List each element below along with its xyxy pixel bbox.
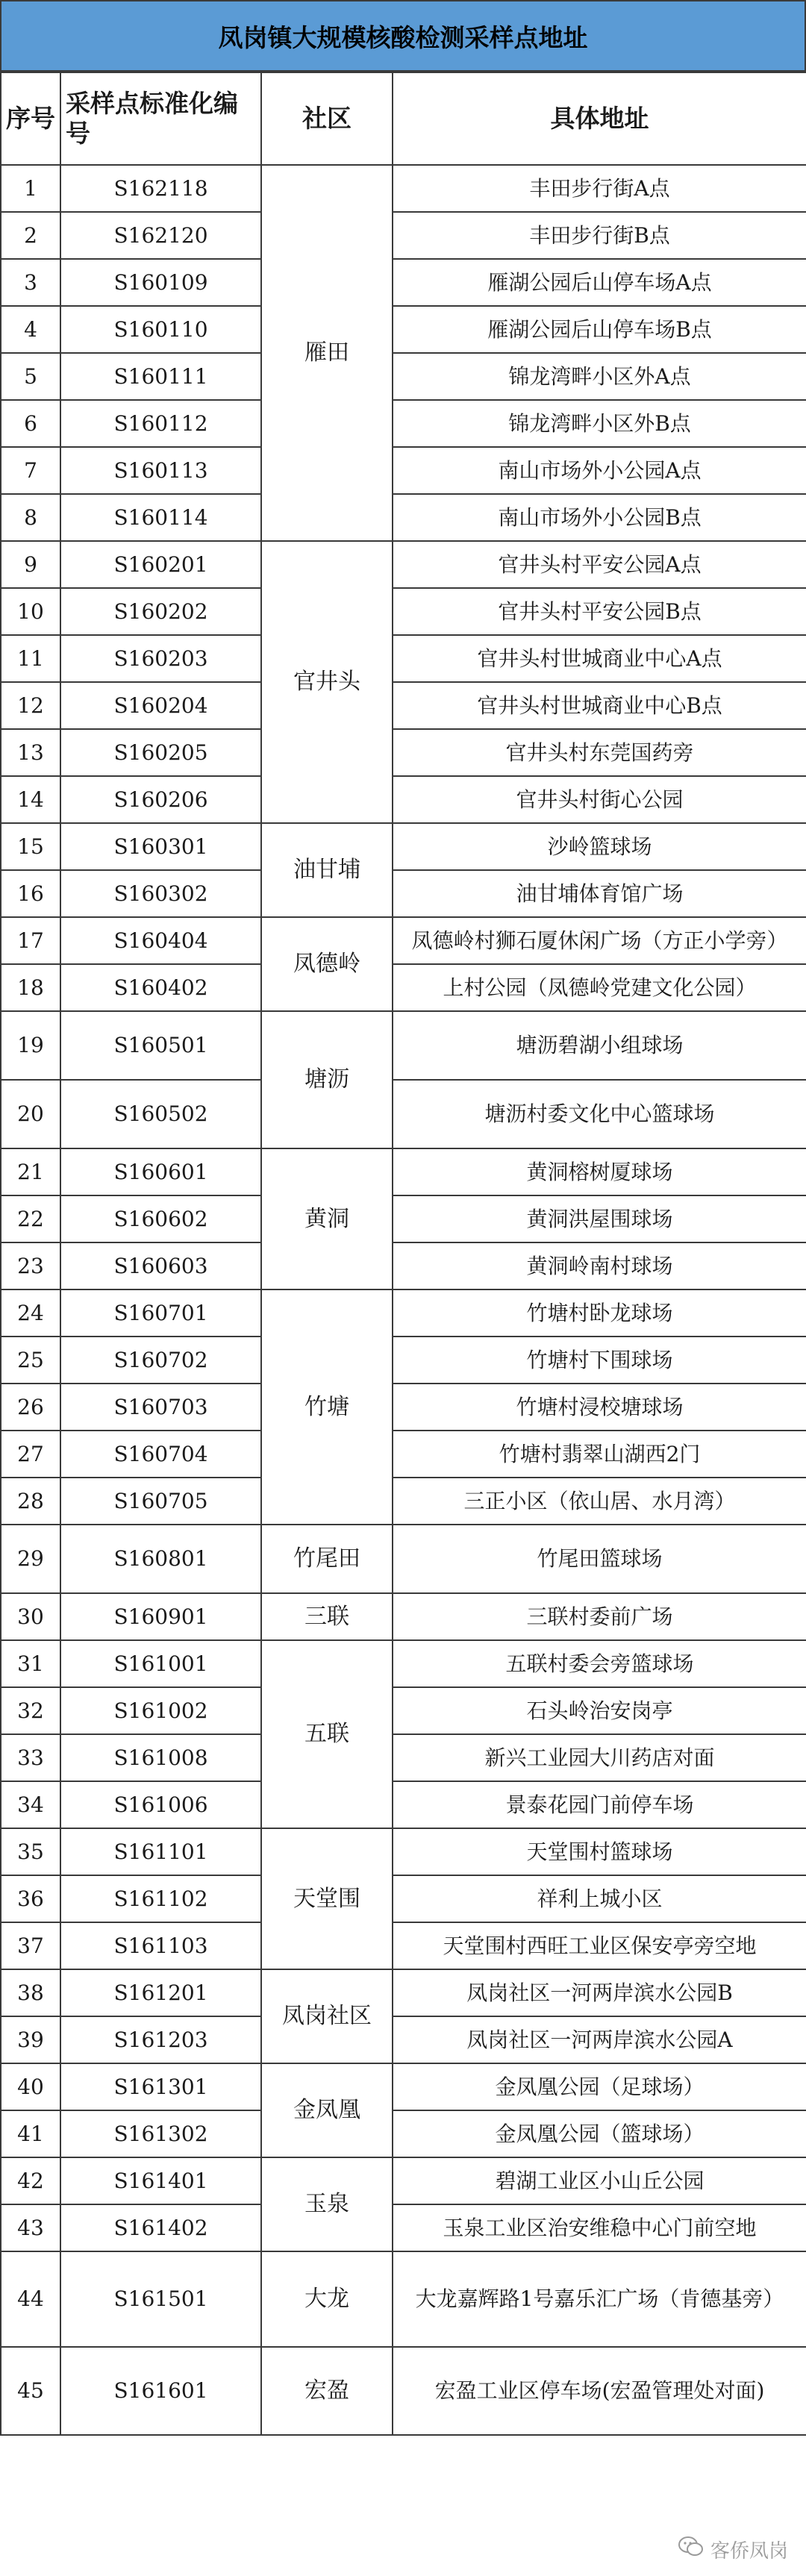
table-row [1,1195,806,1242]
cell-code: S160501 [60,1011,261,1080]
cell-code: S160204 [60,682,261,729]
header-community: 社区 [261,72,393,165]
table-row [1,1640,806,1687]
cell-code: S161002 [60,1687,261,1734]
cell-address: 碧湖工业区小山丘公园 [393,2157,806,2204]
cell-no: 38 [1,1969,60,2016]
table-row [1,823,806,870]
table-row [1,1242,806,1289]
cell-no: 16 [1,870,60,917]
cell-address: 祥利上城小区 [393,1875,806,1922]
cell-code: S161006 [60,1781,261,1828]
table-row [1,2016,806,2063]
cell-address: 上村公园（凤德岭党建文化公园） [393,964,806,1011]
cell-code: S161101 [60,1828,261,1875]
cell-address: 金凤凰公园（篮球场） [393,2110,806,2157]
cell-no: 3 [1,259,60,306]
cell-community: 塘沥 [261,1011,393,1148]
cell-address: 凤岗社区一河两岸滨水公园B [393,1969,806,2016]
cell-address: 官井头村世城商业中心B点 [393,682,806,729]
cell-address: 沙岭篮球场 [393,823,806,870]
cell-no: 26 [1,1384,60,1431]
cell-no: 5 [1,353,60,400]
cell-no: 25 [1,1337,60,1384]
cell-community: 三联 [261,1593,393,1640]
cell-address: 竹塘村下围球场 [393,1337,806,1384]
table-row [1,682,806,729]
cell-address: 塘沥碧湖小组球场 [393,1011,806,1080]
cell-code: S160801 [60,1525,261,1593]
table-row [1,353,806,400]
cell-address: 丰田步行街A点 [393,165,806,212]
cell-community: 玉泉 [261,2157,393,2251]
table-row [1,1734,806,1781]
table-row [1,588,806,635]
table-row [1,2063,806,2110]
cell-no: 14 [1,776,60,823]
cell-code: S161102 [60,1875,261,1922]
table-row [1,2157,806,2204]
table-row [1,494,806,541]
cell-code: S162118 [60,165,261,212]
cell-code: S161302 [60,2110,261,2157]
table-row [1,870,806,917]
table-body [1,165,806,2435]
table-row [1,1875,806,1922]
cell-address: 宏盈工业区停车场(宏盈管理处对面) [393,2347,806,2435]
cell-code: S161008 [60,1734,261,1781]
cell-address: 官井头村世城商业中心A点 [393,635,806,682]
cell-address: 金凤凰公园（足球场） [393,2063,806,2110]
cell-community: 天堂围 [261,1828,393,1969]
table-row [1,635,806,682]
cell-address: 竹塘村卧龙球场 [393,1289,806,1337]
cell-community: 油甘埔 [261,823,393,917]
cell-address: 凤德岭村狮石厦休闲广场（方正小学旁） [393,917,806,964]
table-title: 凤岗镇大规模核酸检测采样点地址 [0,0,806,72]
cell-address: 竹塘村翡翠山湖西2门 [393,1431,806,1478]
table-row [1,1080,806,1148]
cell-code: S160205 [60,729,261,776]
cell-code: S161103 [60,1922,261,1969]
cell-code: S160114 [60,494,261,541]
cell-code: S161402 [60,2204,261,2251]
cell-no: 39 [1,2016,60,2063]
cell-address: 官井头村东莞国药旁 [393,729,806,776]
header-no: 序号 [1,72,60,165]
table-row [1,1148,806,1195]
table-row [1,1687,806,1734]
table-row [1,1011,806,1080]
cell-code: S161401 [60,2157,261,2204]
cell-code: S160704 [60,1431,261,1478]
cell-no: 32 [1,1687,60,1734]
cell-no: 11 [1,635,60,682]
cell-no: 40 [1,2063,60,2110]
cell-no: 9 [1,541,60,588]
cell-community: 官井头 [261,541,393,823]
cell-code: S160201 [60,541,261,588]
cell-no: 28 [1,1478,60,1525]
cell-no: 27 [1,1431,60,1478]
cell-no: 1 [1,165,60,212]
cell-code: S160206 [60,776,261,823]
cell-address: 黄洞洪屋围球场 [393,1195,806,1242]
table-row [1,1922,806,1969]
table-row [1,2204,806,2251]
table-row [1,400,806,447]
cell-community: 凤德岭 [261,917,393,1011]
cell-address: 竹尾田篮球场 [393,1525,806,1593]
cell-no: 42 [1,2157,60,2204]
cell-community: 黄洞 [261,1148,393,1289]
cell-code: S160111 [60,353,261,400]
cell-address: 锦龙湾畔小区外B点 [393,400,806,447]
table-row [1,776,806,823]
table-row [1,2110,806,2157]
cell-no: 33 [1,1734,60,1781]
table-row [1,447,806,494]
table-row [1,306,806,353]
cell-address: 雁湖公园后山停车场A点 [393,259,806,306]
cell-code: S160705 [60,1478,261,1525]
cell-address: 三正小区（依山居、水月湾） [393,1478,806,1525]
cell-no: 30 [1,1593,60,1640]
table-row [1,1525,806,1593]
table-row [1,212,806,259]
cell-address: 玉泉工业区治安维稳中心门前空地 [393,2204,806,2251]
table-row [1,1431,806,1478]
cell-address: 锦龙湾畔小区外A点 [393,353,806,400]
cell-community: 金凤凰 [261,2063,393,2157]
cell-code: S160404 [60,917,261,964]
cell-no: 21 [1,1148,60,1195]
table-row [1,1337,806,1384]
cell-address: 官井头村街心公园 [393,776,806,823]
table-row [1,2251,806,2347]
cell-community: 五联 [261,1640,393,1828]
cell-community: 宏盈 [261,2347,393,2435]
cell-code: S160110 [60,306,261,353]
cell-address: 官井头村平安公园A点 [393,541,806,588]
cell-code: S160701 [60,1289,261,1337]
cell-community: 凤岗社区 [261,1969,393,2063]
cell-no: 20 [1,1080,60,1148]
cell-code: S161203 [60,2016,261,2063]
cell-no: 31 [1,1640,60,1687]
cell-code: S160109 [60,259,261,306]
cell-address: 丰田步行街B点 [393,212,806,259]
cell-no: 7 [1,447,60,494]
cell-code: S162120 [60,212,261,259]
cell-address: 黄洞岭南村球场 [393,1242,806,1289]
cell-no: 45 [1,2347,60,2435]
cell-address: 凤岗社区一河两岸滨水公园A [393,2016,806,2063]
cell-code: S161001 [60,1640,261,1687]
cell-code: S161501 [60,2251,261,2347]
cell-code: S161301 [60,2063,261,2110]
cell-code: S160702 [60,1337,261,1384]
header-row [1,72,806,165]
cell-address: 油甘埔体育馆广场 [393,870,806,917]
cell-no: 24 [1,1289,60,1337]
cell-address: 天堂围村西旺工业区保安亭旁空地 [393,1922,806,1969]
cell-address: 大龙嘉辉路1号嘉乐汇广场（肯德基旁） [393,2251,806,2347]
cell-no: 8 [1,494,60,541]
cell-address: 景泰花园门前停车场 [393,1781,806,1828]
cell-no: 17 [1,917,60,964]
table-row [1,1384,806,1431]
table-row [1,917,806,964]
cell-code: S160602 [60,1195,261,1242]
cell-no: 34 [1,1781,60,1828]
cell-no: 10 [1,588,60,635]
cell-address: 南山市场外小公园B点 [393,494,806,541]
table-row [1,1593,806,1640]
wechat-icon [678,2536,705,2563]
cell-code: S160112 [60,400,261,447]
cell-no: 4 [1,306,60,353]
cell-address: 雁湖公园后山停车场B点 [393,306,806,353]
cell-no: 19 [1,1011,60,1080]
cell-code: S161601 [60,2347,261,2435]
cell-address: 三联村委前广场 [393,1593,806,1640]
cell-address: 南山市场外小公园A点 [393,447,806,494]
cell-address: 黄洞榕树厦球场 [393,1148,806,1195]
cell-address: 官井头村平安公园B点 [393,588,806,635]
table-row [1,259,806,306]
table-row [1,964,806,1011]
watermark-text: 客侨凤岗 [710,2540,788,2563]
cell-no: 41 [1,2110,60,2157]
cell-no: 37 [1,1922,60,1969]
table-row [1,1781,806,1828]
cell-no: 35 [1,1828,60,1875]
cell-community: 竹塘 [261,1289,393,1525]
table-row [1,2347,806,2435]
header-code: 采样点标准化编号 [60,72,261,165]
cell-code: S161201 [60,1969,261,2016]
cell-community: 大龙 [261,2251,393,2347]
cell-code: S160402 [60,964,261,1011]
table-row [1,1478,806,1525]
header-address: 具体地址 [393,72,806,165]
sampling-sites-table [0,72,806,2436]
table-row [1,1969,806,2016]
cell-no: 18 [1,964,60,1011]
cell-address: 新兴工业园大川药店对面 [393,1734,806,1781]
cell-no: 15 [1,823,60,870]
cell-code: S160301 [60,823,261,870]
cell-no: 6 [1,400,60,447]
cell-code: S160502 [60,1080,261,1148]
cell-address: 塘沥村委文化中心篮球场 [393,1080,806,1148]
cell-code: S160601 [60,1148,261,1195]
cell-address: 竹塘村浸校塘球场 [393,1384,806,1431]
cell-no: 36 [1,1875,60,1922]
table-row [1,1828,806,1875]
cell-code: S160901 [60,1593,261,1640]
table-row [1,541,806,588]
cell-code: S160203 [60,635,261,682]
cell-no: 23 [1,1242,60,1289]
cell-no: 2 [1,212,60,259]
cell-no: 44 [1,2251,60,2347]
cell-no: 43 [1,2204,60,2251]
cell-no: 22 [1,1195,60,1242]
cell-code: S160703 [60,1384,261,1431]
table-row [1,1289,806,1337]
cell-no: 29 [1,1525,60,1593]
cell-no: 13 [1,729,60,776]
table-row [1,729,806,776]
cell-community: 竹尾田 [261,1525,393,1593]
cell-no: 12 [1,682,60,729]
cell-code: S160202 [60,588,261,635]
cell-address: 五联村委会旁篮球场 [393,1640,806,1687]
cell-address: 石头岭治安岗亭 [393,1687,806,1734]
cell-code: S160603 [60,1242,261,1289]
watermark [678,2536,788,2563]
cell-code: S160302 [60,870,261,917]
cell-code: S160113 [60,447,261,494]
table-row [1,165,806,212]
cell-address: 天堂围村篮球场 [393,1828,806,1875]
cell-community: 雁田 [261,165,393,541]
